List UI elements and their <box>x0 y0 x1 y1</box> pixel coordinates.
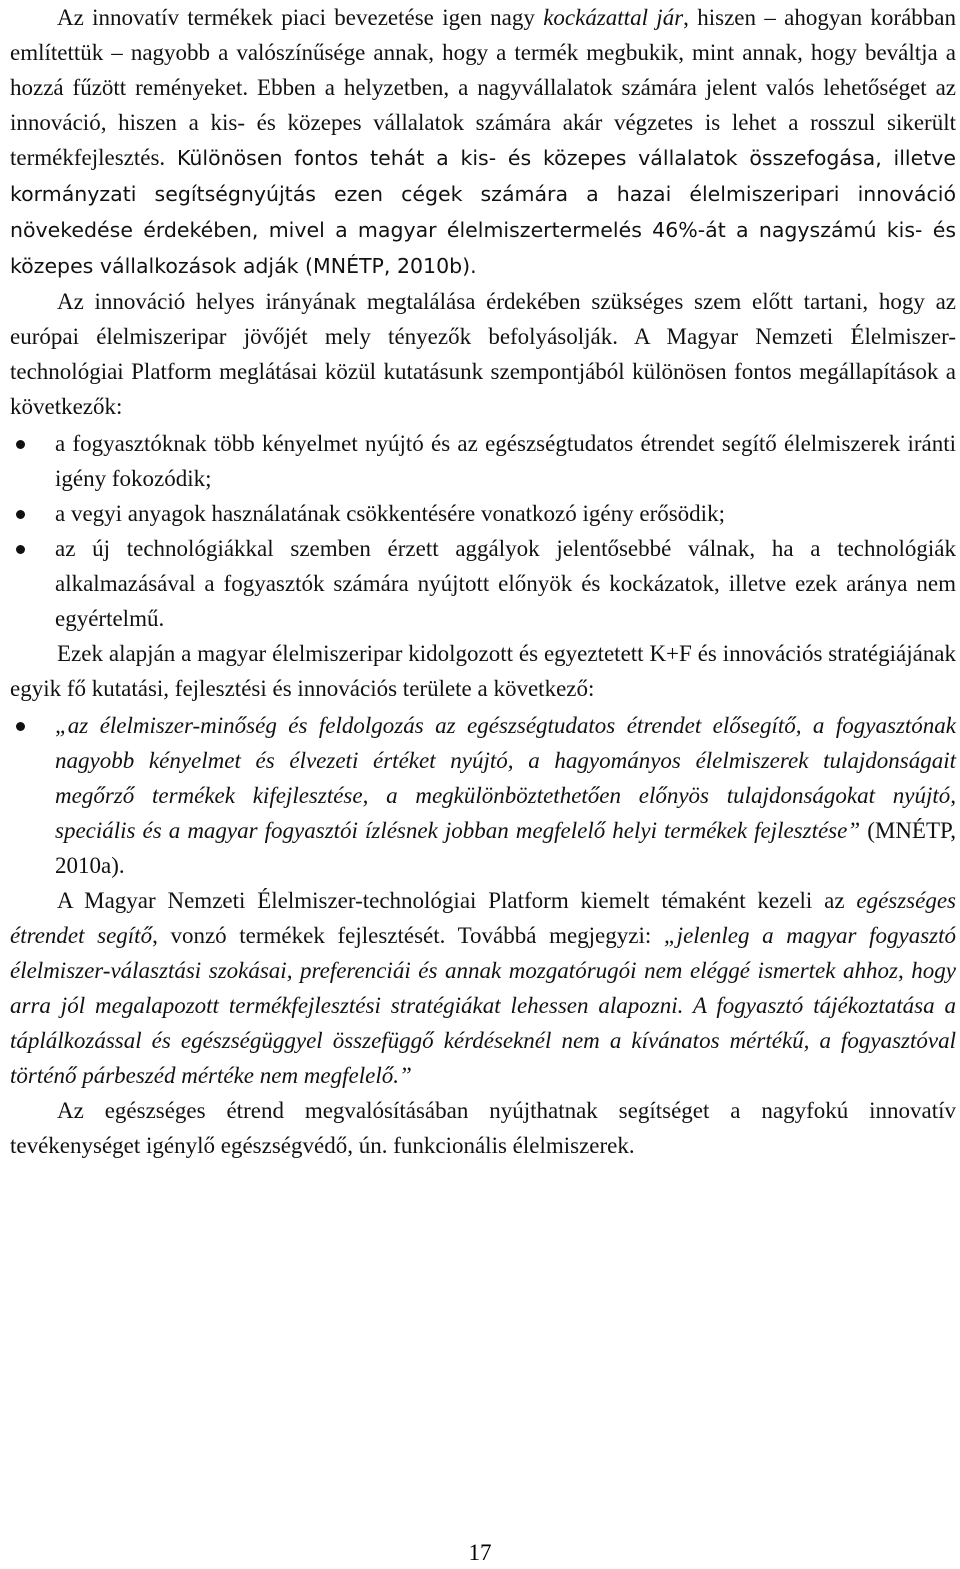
text-run: , hiszen – ahogyan korábban említettük – nagyobb a valószínűsége annak, hogy a termék megbukik, mint annak, hogy beváltja a hozzá fűzött reményeket. Ebben a helyzetben, a nagyvállalatok számára jelent valós lehetőséget az innováció, hiszen a kis- és közepes vállalatok számára akár végzetes is lehet a rosszul sikerült termékfejlesztés. <box>10 5 957 170</box>
text-run: , vonzó termékek fejlesztését. Továbbá megjegyzi: <box>152 923 664 948</box>
document-page <box>10 0 956 1163</box>
text-run: A Magyar Nemzeti Élelmiszer-technológiai Platform kiemelt témaként kezeli az <box>57 888 857 913</box>
bullet-list-1 <box>10 426 956 636</box>
emphasis-run: egészséges étrendet segítő <box>10 888 956 948</box>
bullet-icon <box>16 440 25 449</box>
text-run-sans: Különösen fontos tehát a kis- és közepes vállalatok összefogása, illetve kormányzati segítségnyújtás ezen cégek számára a hazai élelmiszeripari innováció növekedése érdekében, mivel a magyar élelmiszertermelés 46%-át a nagyszámú kis- és közepes vállalkozások adják (MNÉTP, 2010b). <box>10 146 956 278</box>
quote-text: „az élelmiszer-minőség és feldolgozás az egészségtudatos étrendet elősegítő, a fogyasztónak nagyobb kényelmet és élvezeti értéket nyújtó, a hagyományos élelmiszerek tulajdonságait megőrző termékek kifejlesztése, a megkülönböztethetően előnyös tulajdonságokat nyújtó, speciális és a magyar fogyasztói ízlésnek jobban megfelelő helyi termékek fejlesztése” <box>55 713 956 843</box>
list-item-text: a fogyasztóknak több kényelmet nyújtó és az egészségtudatos étrendet segítő élelmiszerek iránti igény fokozódik; <box>55 431 956 491</box>
bullet-icon <box>16 722 25 731</box>
quote-text: „jelenleg a magyar fogyasztó élelmiszer-választási szokásai, preferenciái és annak mozgatórugói nem eléggé ismertek ahhoz, hogy arra jól megalapozott termékfejlesztési stratégiákat lehessen alapozni. A fogyasztó tájékoztatása a táplálkozással és egészségüggyel összefüggő kérdéseknél nem a kívánatos mértékű, a fogyasztóval történő párbeszéd mértéke nem megfelelő.” <box>10 923 957 1088</box>
list-item <box>10 426 956 496</box>
bullet-list-2 <box>10 708 956 883</box>
bullet-icon <box>16 510 25 519</box>
text-run: Az innováció helyes irányának megtalálása érdekében szükséges szem előtt tartani, hogy az európai élelmiszeripar jövőjét mely tényezők befolyásolják. A Magyar Nemzeti Élelmiszer-technológiai Platform meglátásai közül kutatásunk szempontjából különösen fontos megállapítások a következők: <box>10 289 956 419</box>
text-run: Ezek alapján a magyar élelmiszeripar kidolgozott és egyeztetett K+F és innovációs stratégiájának egyik fő kutatási, fejlesztési és innovációs területe a következő: <box>10 641 956 701</box>
citation: (MNÉTP, 2010a). <box>55 818 957 878</box>
text-run: Az egészséges étrend megvalósításában nyújthatnak segítséget a nagyfokú innovatív tevékenységet igénylő egészségvédő, ún. funkcionális élelmiszerek. <box>10 1098 956 1158</box>
emphasis-run: kockázattal jár <box>543 5 684 30</box>
list-item-text: az új technológiákkal szemben érzett aggályok jelentősebbé válnak, ha a technológiák alkalmazásával a fogyasztók számára nyújtott előnyök és kockázatok, illetve ezek aránya nem egyértelmű. <box>55 536 956 631</box>
list-item <box>10 531 956 636</box>
paragraph-3 <box>10 636 956 706</box>
paragraph-5 <box>10 1093 956 1163</box>
paragraph-4 <box>10 883 956 1093</box>
list-item <box>10 496 956 531</box>
list-item <box>10 708 956 883</box>
list-item-text: a vegyi anyagok használatának csökkentésére vonatkozó igény erősödik; <box>55 501 725 526</box>
page-number: 17 <box>468 1540 492 1565</box>
bullet-icon <box>16 545 25 554</box>
text-run: Az innovatív termékek piaci bevezetése igen nagy <box>57 5 544 30</box>
paragraph-2 <box>10 284 956 424</box>
paragraph-1 <box>10 0 956 284</box>
